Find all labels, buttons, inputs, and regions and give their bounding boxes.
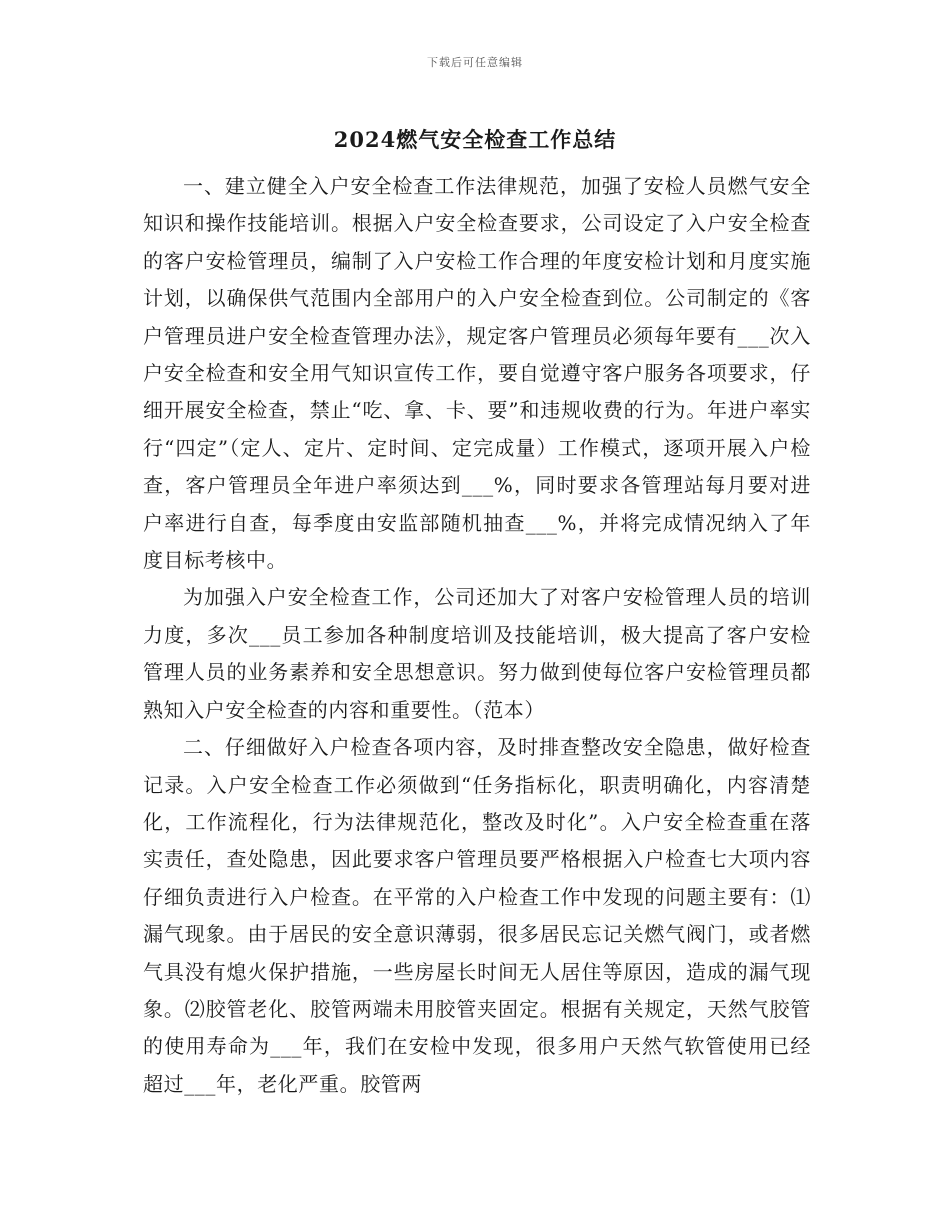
paragraph-3: 二、仔细做好入户检查各项内容，及时排查整改安全隐患，做好检查记录。入户安全检查工作必须做到“任务指标化，职责明确化，内容清楚化，工作流程化，行为法律规范化，整改及时化”。入户安全检查重在落实责任，查处隐患，因此要求客户管理员要严格根据入户检查七大项内容仔细负责进行入户检查。在平常的入户检查工作中发现的问题主要有：⑴漏气现象。由于居民的安全意识薄弱，很多居民忘记关燃气阀门，或者燃气具没有熄火保护措施，一些房屋长时间无人居住等原因，造成的漏气现象。⑵胶管老化、胶管两端未用胶管夹固定。根据有关规定，天然气胶管的使用寿命为___年，我们在安检中发现，很多用户天然气软管使用已经超过___年，老化严重。胶管两	[143, 735, 811, 1096]
document-body	[143, 168, 811, 1103]
header-note: 下载后可任意编辑	[427, 56, 523, 69]
document-title: 2024燃气安全检查工作总结	[333, 127, 617, 152]
paragraph-2: 为加强入户安全检查工作，公司还加大了对客户安检管理人员的培训力度，多次___员工参加各种制度培训及技能培训，极大提高了客户安检管理人员的业务素养和安全思想意识。努力做到使每位客户安检管理员都熟知入户安全检查的内容和重要性。（范本）	[143, 585, 811, 722]
paragraph-1: 一、建立健全入户安全检查工作法律规范，加强了安检人员燃气安全知识和操作技能培训。根据入户安全检查要求，公司设定了入户安全检查的客户安检管理员，编制了入户安检工作合理的年度安检计划和月度实施计划，以确保供气范围内全部用户的入户安全检查到位。公司制定的《客户管理员进户安全检查管理办法》，规定客户管理员必须每年要有___次入户安全检查和安全用气知识宣传工作，要自觉遵守客户服务各项要求，仔细开展安全检查，禁止“吃、拿、卡、要”和违规收费的行为。年进户率实行“四定”（定人、定片、定时间、定完成量）工作模式，逐项开展入户检查，客户管理员全年进户率须达到___%，同时要求各管理站每月要对进户率进行自查，每季度由安监部随机抽查___%，并将完成情况纳入了年度目标考核中。	[143, 174, 811, 573]
